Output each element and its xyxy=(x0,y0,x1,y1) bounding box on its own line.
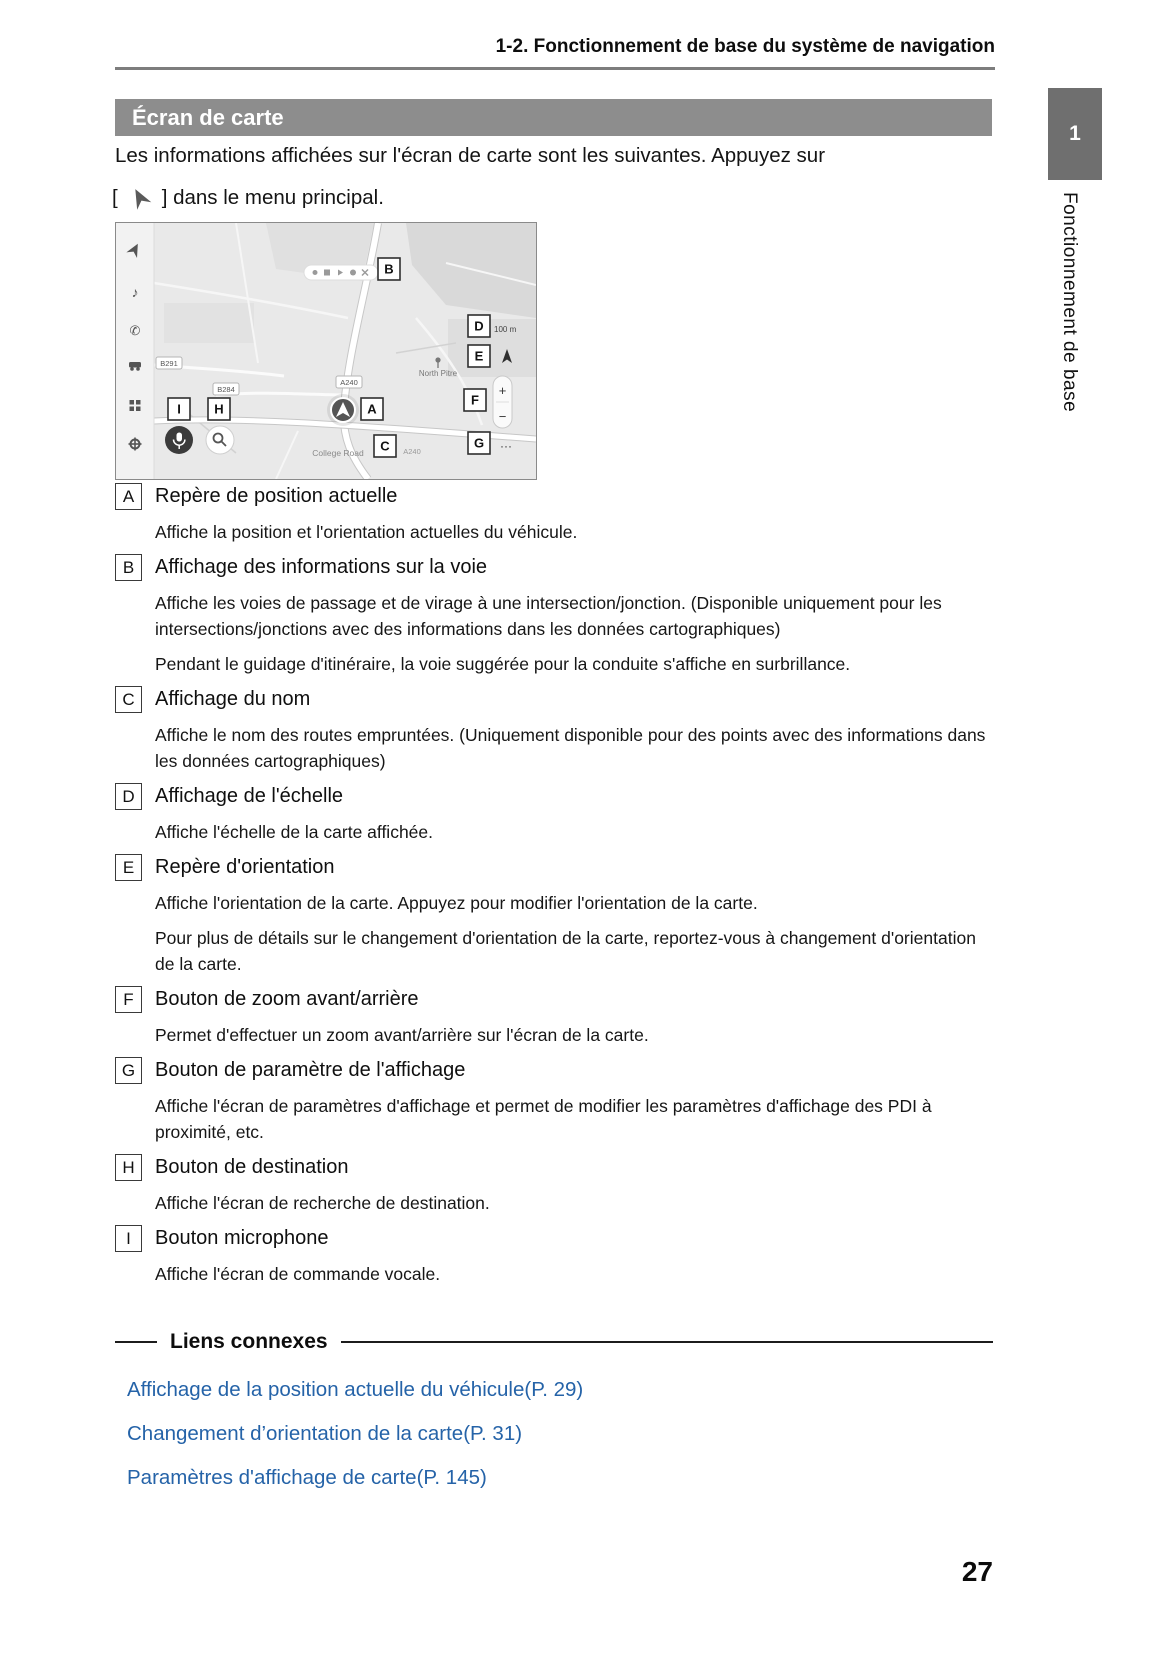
item-paragraph: Affiche l'écran de paramètres d'affichage et permet de modifier les paramètres d'affichage des PDI à proximité, etc. xyxy=(155,1096,932,1142)
item-paragraph: Affiche l'orientation de la carte. Appuyez pour modifier l'orientation de la carte. xyxy=(155,893,758,913)
item-paragraph: Affiche la position et l'orientation actuelles du véhicule. xyxy=(155,522,578,542)
chapter-title-vertical: Fonctionnement de base xyxy=(1059,192,1080,413)
item-title: Bouton de zoom avant/arrière xyxy=(155,988,419,1010)
callout-key-g: G xyxy=(115,1057,142,1084)
related-links-title: Liens connexes xyxy=(170,1330,328,1353)
search-button xyxy=(206,426,234,454)
callout-key-c: C xyxy=(115,686,142,713)
breadcrumb: 1-2. Fonctionnement de base du système de navigation xyxy=(495,36,995,57)
header-divider xyxy=(115,67,995,70)
svg-text:B291: B291 xyxy=(160,359,178,368)
item-paragraph: Pendant le guidage d'itinéraire, la voie suggérée pour la conduite s'affiche en surbrillance. xyxy=(155,654,851,674)
map-callout-e xyxy=(468,345,490,367)
item-d xyxy=(115,783,993,845)
item-h xyxy=(115,1154,993,1216)
callout-key-b: B xyxy=(115,554,142,581)
item-a xyxy=(115,483,993,545)
link-map-display-settings[interactable]: Paramètres d'affichage de carte(P. 145) xyxy=(127,1466,487,1489)
link-map-orientation[interactable]: Changement d’orientation de la carte(P. 31) xyxy=(127,1422,523,1445)
svg-text:A240: A240 xyxy=(340,378,358,387)
intro-text-line2 xyxy=(112,183,384,213)
map-district xyxy=(164,303,254,343)
bracket-open: [ xyxy=(112,186,118,209)
item-paragraph: Pour plus de détails sur le changement d'orientation de la carte, reportez-vous à changement d'orientation de la carte. xyxy=(155,928,976,974)
item-g xyxy=(115,1057,993,1145)
page-number: 27 xyxy=(961,1556,993,1587)
divider-line xyxy=(115,1341,157,1344)
related-links-section xyxy=(115,1330,993,1510)
map-callout-f xyxy=(464,389,486,411)
road-name-a240: A240 xyxy=(403,447,421,456)
item-title: Bouton de paramètre de l'affichage xyxy=(155,1059,466,1081)
map-scale-label: 100 m xyxy=(494,325,517,334)
callout-key-e: E xyxy=(115,854,142,881)
item-paragraph: Affiche l'échelle de la carte affichée. xyxy=(155,822,434,842)
item-paragraph: Affiche l'écran de recherche de destination. xyxy=(155,1193,490,1213)
item-title: Bouton de destination xyxy=(155,1156,349,1178)
current-position-icon xyxy=(125,183,155,213)
callout-key-h: H xyxy=(115,1154,142,1181)
intro-text-line1: Les informations affichées sur l'écran de carte sont les suivantes. Appuyez sur xyxy=(115,144,826,167)
item-paragraph: Affiche le nom des routes empruntées. (Uniquement disponible pour des points avec des informations dans les données cartographiques) xyxy=(155,725,986,771)
related-links-header xyxy=(115,1330,993,1354)
svg-text:B284: B284 xyxy=(217,385,235,394)
zoom-in-button: + xyxy=(498,383,507,398)
poi-label: North Pitre xyxy=(418,369,458,378)
svg-text:D: D xyxy=(474,318,484,334)
road-badge-b284 xyxy=(213,383,239,395)
item-e xyxy=(115,854,993,977)
display-settings-button: ··· xyxy=(500,439,512,453)
chapter-number-tab: 1 xyxy=(1048,88,1102,180)
item-paragraph: Permet d'effectuer un zoom avant/arrière sur l'écran de la carte. xyxy=(155,1025,649,1045)
music-icon: ♪ xyxy=(131,284,139,300)
phone-icon: ✆ xyxy=(129,323,141,338)
svg-text:F: F xyxy=(471,392,479,408)
section-title-bar: Écran de carte xyxy=(115,99,992,136)
item-title: Repère d'orientation xyxy=(155,856,335,878)
item-title: Bouton microphone xyxy=(155,1227,329,1249)
zoom-control xyxy=(493,376,512,428)
map-callout-a xyxy=(361,398,383,420)
item-c xyxy=(115,686,993,774)
map-toolbar xyxy=(304,265,378,280)
svg-text:A: A xyxy=(367,401,377,417)
callout-key-i: I xyxy=(115,1225,142,1252)
svg-text:I: I xyxy=(177,401,181,417)
item-f xyxy=(115,986,993,1048)
map-callout-b xyxy=(378,258,400,280)
item-i xyxy=(115,1225,993,1287)
item-title: Affichage du nom xyxy=(155,688,311,710)
microphone-button xyxy=(165,426,193,454)
item-b xyxy=(115,554,993,677)
vehicle-position-marker xyxy=(327,394,359,426)
item-title: Affichage des informations sur la voie xyxy=(155,556,488,578)
callout-key-f: F xyxy=(115,986,142,1013)
map-callout-i xyxy=(168,398,190,420)
callout-key-d: D xyxy=(115,783,142,810)
link-current-position[interactable]: Affichage de la position actuelle du véhicule(P. 29) xyxy=(127,1378,584,1401)
map-svg xyxy=(116,223,536,479)
zoom-out-button: − xyxy=(498,409,507,424)
map-callout-h xyxy=(208,398,230,420)
item-paragraph: Affiche les voies de passage et de virage à une intersection/jonction. (Disponible uniquement pour les intersections/jonctions avec des informations dans les données cartographiques) xyxy=(155,593,942,639)
map-callout-g xyxy=(468,432,490,454)
svg-text:B: B xyxy=(384,261,394,277)
item-title: Repère de position actuelle xyxy=(155,485,398,507)
svg-text:H: H xyxy=(214,401,224,417)
callout-descriptions xyxy=(115,483,993,1296)
svg-text:C: C xyxy=(380,438,390,454)
svg-text:G: G xyxy=(473,435,485,451)
map-callout-d xyxy=(468,315,490,337)
callout-key-a: A xyxy=(115,483,142,510)
item-title: Affichage de l'échelle xyxy=(155,785,344,807)
road-badge-a240 xyxy=(336,376,362,388)
divider-line xyxy=(341,1341,993,1344)
map-screenshot xyxy=(115,222,537,480)
item-paragraph: Affiche l'écran de commande vocale. xyxy=(155,1264,441,1284)
map-district xyxy=(448,319,536,377)
map-callout-c xyxy=(374,435,396,457)
bracket-close: ] dans le menu principal. xyxy=(161,186,384,209)
road-badge-b291 xyxy=(156,357,182,369)
road-name-college-road: College Road xyxy=(312,448,364,458)
svg-text:E: E xyxy=(474,348,484,364)
